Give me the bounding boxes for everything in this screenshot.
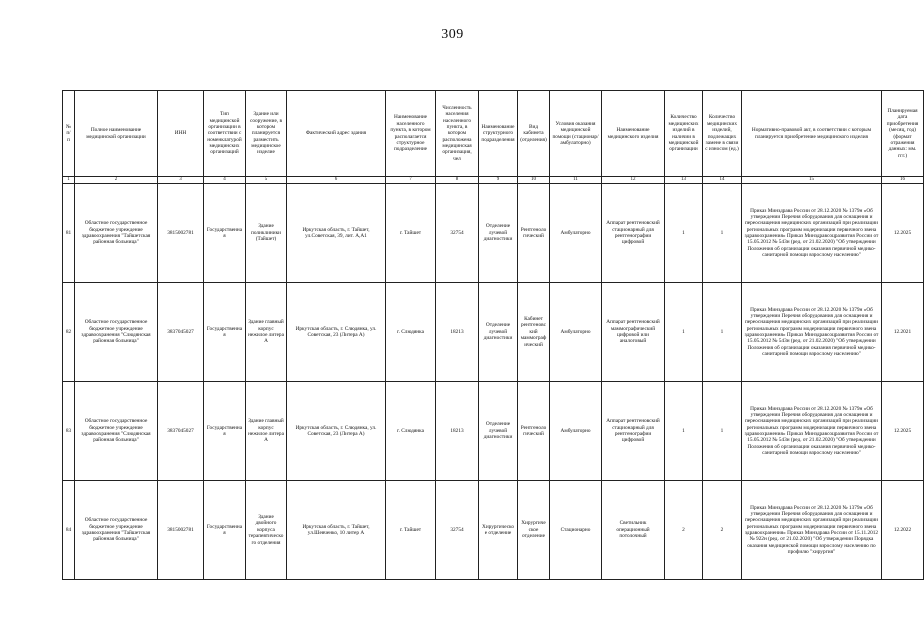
- row-number-cell: 84: [63, 481, 75, 580]
- column-number: 1: [63, 177, 75, 184]
- table-row: [63, 481, 924, 580]
- cabinet-cell: Кабинет рентгеновский маммографический: [518, 283, 550, 382]
- column-header: Количество медицинских изделий, подлежащих замене в связи с износом (ед.): [703, 91, 742, 177]
- organization-name-cell: Областное государственное бюджетное учреждение здравоохранения "Слюдянская районная больница": [75, 283, 158, 382]
- planned-date-cell: 12.2022: [882, 481, 924, 580]
- organization-type-cell: Государственная: [204, 283, 246, 382]
- quantity-available-cell: 1: [665, 283, 703, 382]
- settlement-cell: г. Тайшет: [386, 184, 436, 283]
- column-header: Количество медицинских изделий в наличии в медицинской организации: [665, 91, 703, 177]
- column-number: 11: [550, 177, 602, 184]
- address-cell: Иркутская область, г. Слюдянка, ул. Советская, 23 (Литера А): [287, 283, 386, 382]
- address-cell: Иркутская область, г. Тайшет, ул.Шевченко, 10 литер А: [287, 481, 386, 580]
- planned-date-cell: 12.2025: [882, 184, 924, 283]
- cabinet-cell: Рентгенологический: [518, 184, 550, 283]
- page-number: 309: [441, 27, 464, 42]
- quantity-replace-cell: 1: [703, 283, 742, 382]
- population-cell: 32754: [436, 184, 479, 283]
- column-number: 4: [204, 177, 246, 184]
- row-number-cell: 82: [63, 283, 75, 382]
- column-header: Здание или сооружение, в котором планируется разместить медицинское изделие: [246, 91, 287, 177]
- column-number: 15: [742, 177, 882, 184]
- organization-name-cell: Областное государственное бюджетное учреждение здравоохранения "Слюдянская районная больница": [75, 382, 158, 481]
- conditions-cell: Стационарно: [550, 481, 602, 580]
- population-cell: 32754: [436, 481, 479, 580]
- equipment-registry-table: [62, 90, 924, 580]
- column-number: 16: [882, 177, 924, 184]
- conditions-cell: Амбулаторно: [550, 382, 602, 481]
- normative-act-cell: Приказ Минздрава России от 28.12.2020 № 1379н «Об утверждении Перечня оборудования для оснащения и переоснащения медицинских организаций при реализации региональных программ модернизации первичного звена здравоохранения» Приказ Минздравсоцразвития России от 15.05.2012 № 543н (ред. от 21.02.2020) "Об утверждении Положения об организации оказания первичной медико-санитарной помощи взрослому населению": [742, 184, 882, 283]
- unit-cell: Хирургическое отделение: [479, 481, 518, 580]
- device-cell: Аппарат рентгеновский маммографический цифровой или аналоговый: [602, 283, 665, 382]
- settlement-cell: г. Слюдянка: [386, 382, 436, 481]
- row-number-cell: 83: [63, 382, 75, 481]
- unit-cell: Отделение лучевой диагностики: [479, 184, 518, 283]
- column-number: 10: [518, 177, 550, 184]
- column-header: Вид кабинета (отделения): [518, 91, 550, 177]
- table-row: [63, 382, 924, 481]
- device-cell: Аппарат рентгеновский стационарный для рентгенографии цифровой: [602, 184, 665, 283]
- column-number: 7: [386, 177, 436, 184]
- organization-type-cell: Государственная: [204, 481, 246, 580]
- column-header: Наименование медицинского изделия: [602, 91, 665, 177]
- population-cell: 18213: [436, 382, 479, 481]
- table-row: [63, 184, 924, 283]
- cabinet-cell: Рентгенологический: [518, 382, 550, 481]
- row-number-cell: 81: [63, 184, 75, 283]
- quantity-available-cell: 1: [665, 184, 703, 283]
- device-cell: Светильник операционный потолочный: [602, 481, 665, 580]
- normative-act-cell: Приказ Минздрава России от 28.12.2020 № 1379н «Об утверждении Перечня оборудования для оснащения и переоснащения медицинских организаций при реализации региональных программ модернизации первичного звена здравоохранения» Приказ Минздравсоцразвития России от 15.05.2012 № 543н (ред. от 21.02.2020) "Об утверждении Положения об организации оказания первичной медико-санитарной помощи взрослому населению": [742, 382, 882, 481]
- column-number-row: [63, 177, 924, 184]
- table-header-row: [63, 91, 924, 177]
- column-number: 6: [287, 177, 386, 184]
- address-cell: Иркутская область, г. Слюдянка, ул. Советская, 23 (Литера А): [287, 382, 386, 481]
- column-header: № п/п: [63, 91, 75, 177]
- building-cell: Здание главный корпус нежилое литера А: [246, 382, 287, 481]
- settlement-cell: г. Слюдянка: [386, 283, 436, 382]
- table-row: [63, 283, 924, 382]
- column-header: Фактический адрес здания: [287, 91, 386, 177]
- conditions-cell: Амбулаторно: [550, 283, 602, 382]
- column-header: Тип медицинской организации в соответствии с номенклатурой медицинских организаций: [204, 91, 246, 177]
- building-cell: Здание двойного корпуса терапевтического отделения: [246, 481, 287, 580]
- quantity-replace-cell: 2: [703, 481, 742, 580]
- column-number: 13: [665, 177, 703, 184]
- organization-name-cell: Областное государственное бюджетное учреждение здравоохранения "Тайшетская районная больница": [75, 481, 158, 580]
- organization-type-cell: Государственная: [204, 382, 246, 481]
- column-number: 3: [158, 177, 204, 184]
- column-header: Численность населения населенного пункта, в котором расположена медицинская организация, чел: [436, 91, 479, 177]
- building-cell: Здание главный корпус нежилое литера А: [246, 283, 287, 382]
- quantity-available-cell: 1: [665, 382, 703, 481]
- column-number: 14: [703, 177, 742, 184]
- planned-date-cell: 12.2025: [882, 382, 924, 481]
- address-cell: Иркутская область, г. Тайшет, ул.Советская, 39, лит. А,А1: [287, 184, 386, 283]
- column-header: Нормативно-правовой акт, в соответствии с которым планируется приобретение медицинского изделия: [742, 91, 882, 177]
- quantity-replace-cell: 1: [703, 184, 742, 283]
- column-number: 8: [436, 177, 479, 184]
- population-cell: 18213: [436, 283, 479, 382]
- device-cell: Аппарат рентгеновский стационарный для рентгенографии цифровой: [602, 382, 665, 481]
- column-number: 2: [75, 177, 158, 184]
- column-header: Наименование структурного подразделения: [479, 91, 518, 177]
- cabinet-cell: Хирургическое отделение: [518, 481, 550, 580]
- column-number: 5: [246, 177, 287, 184]
- column-number: 9: [479, 177, 518, 184]
- column-header: Планируемая дата приобретения (месяц, год) (формат отражения данных: мм. ггг.): [882, 91, 924, 177]
- settlement-cell: г. Тайшет: [386, 481, 436, 580]
- quantity-replace-cell: 1: [703, 382, 742, 481]
- inn-cell: 3815002781: [158, 184, 204, 283]
- organization-type-cell: Государственная: [204, 184, 246, 283]
- quantity-available-cell: 2: [665, 481, 703, 580]
- column-header: Условия оказания медицинской помощи (стационар/амбулаторно): [550, 91, 602, 177]
- unit-cell: Отделение лучевой диагностики: [479, 382, 518, 481]
- inn-cell: 3837045027: [158, 283, 204, 382]
- normative-act-cell: Приказ Минздрава России от 28.12.2020 № 1379н «Об утверждении Перечня оборудования для оснащения и переоснащения медицинских организаций при реализации региональных программ модернизации первичного звена здравоохранения» Приказ Минздравсоцразвития России от 15.05.2012 № 543н (ред. от 21.02.2020) "Об утверждении Положения об организации оказания первичной медико-санитарной помощи взрослому населению": [742, 283, 882, 382]
- column-header: Наименование населенного пункта, в котором располагается структурное подразделение: [386, 91, 436, 177]
- unit-cell: Отделение лучевой диагностики: [479, 283, 518, 382]
- conditions-cell: Амбулаторно: [550, 184, 602, 283]
- inn-cell: 3815002781: [158, 481, 204, 580]
- normative-act-cell: Приказ Минздрава России от 28.12.2020 № 1379н «Об утверждении Перечня оборудования для оснащения и переоснащения медицинских организаций при реализации региональных программ модернизации первичного звена здравоохранения» Приказ Минздрава России от 15.11.2012 № 922н (ред. от 21.02.2020) "Об утверждении Порядка оказания медицинской помощи взрослому населению по профилю "хирургия": [742, 481, 882, 580]
- building-cell: Здание поликлиники (Тайшет): [246, 184, 287, 283]
- inn-cell: 3837045027: [158, 382, 204, 481]
- planned-date-cell: 12.2021: [882, 283, 924, 382]
- column-number: 12: [602, 177, 665, 184]
- column-header: ИНН: [158, 91, 204, 177]
- organization-name-cell: Областное государственное бюджетное учреждение здравоохранения "Тайшетская районная больница": [75, 184, 158, 283]
- column-header: Полное наименование медицинской организации: [75, 91, 158, 177]
